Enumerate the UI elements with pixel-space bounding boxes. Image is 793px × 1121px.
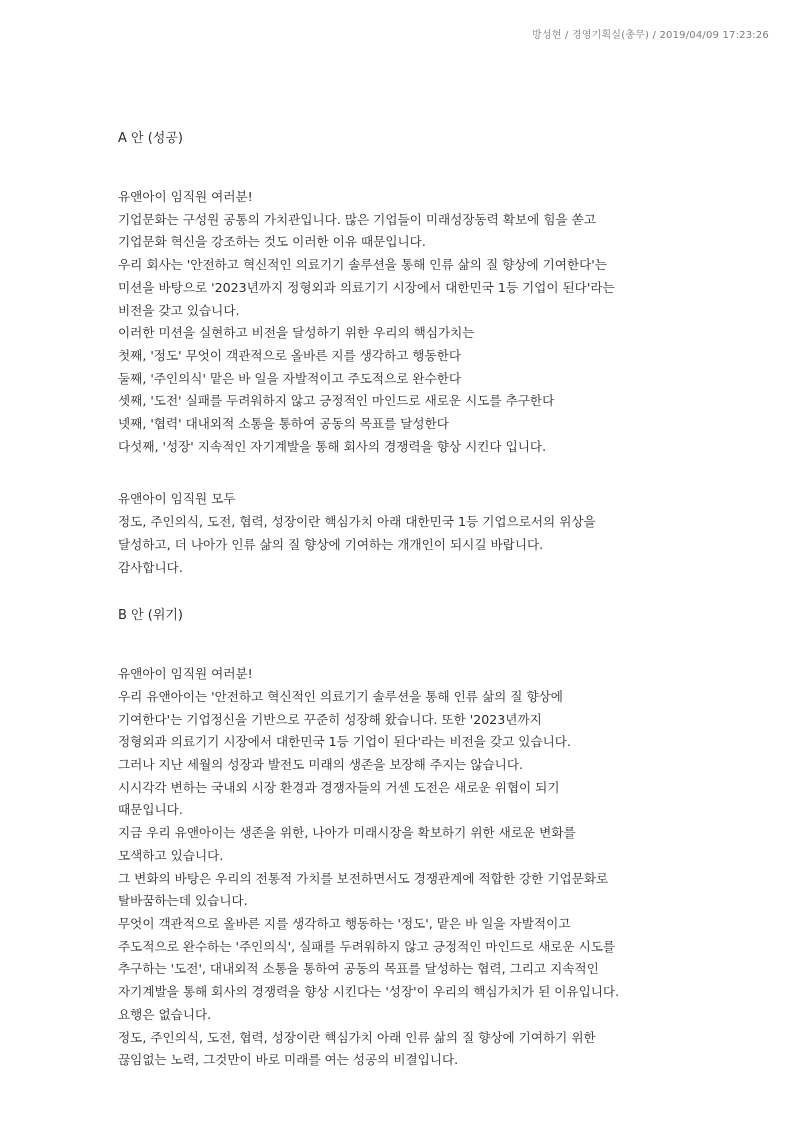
text-line: 정도, 주인의식, 도전, 협력, 성장이란 핵심가치 아래 대한민국 1등 기업으로서의 위상을 [118,514,596,530]
section-a-paragraph-2 [118,488,678,579]
text-line: 추구하는 '도전', 대내외적 소통을 통하여 공동의 목표를 달성하는 협력, 그리고 지속적인 [118,961,599,977]
text-line: 때문입니다. [118,802,183,818]
text-line: 탈바꿈하는데 있습니다. [118,893,248,909]
text-line: 유앤아이 임직원 모두 [118,491,236,507]
text-line: 미션을 바탕으로 '2023년까지 정형외과 의료기기 시장에서 대한민국 1등 기업이 된다'라는 [118,279,615,295]
text-line: 기업문화 혁신을 강조하는 것도 이러한 이유 때문입니다. [118,234,426,250]
text-line: 무엇이 객관적으로 올바른 지를 생각하고 행동하는 '정도', 맡은 바 일을 자발적이고 [118,915,571,931]
text-line: 다섯째, '성장' 지속적인 자기계발을 통해 회사의 경쟁력을 향상 시킨다 입니다. [118,438,547,454]
text-line: 우리 회사는 '안전하고 혁신적인 의료기기 솔루션을 통해 인류 삶의 질 향상에 기여한다'는 [118,257,607,273]
text-line: 넷째, '협력' 대내외적 소통을 통하여 공동의 목표를 달성한다 [118,416,449,432]
text-line: 비전을 갖고 있습니다. [118,302,240,318]
text-line: 모색하고 있습니다. [118,847,224,863]
section-b-heading: B 안 (위기) [118,608,184,624]
text-line: 유앤아이 임직원 여러분! [118,666,253,682]
text-line: 유앤아이 임직원 여러분! [118,189,253,204]
text-line: 시시각각 변하는 국내외 시장 환경과 경쟁자들의 거센 도전은 새로운 위협이 되기 [118,779,560,795]
text-line: 셋째, '도전' 실패를 두려워하지 않고 긍정적인 마인드로 새로운 시도를 추구한다 [118,393,555,409]
text-line: 이러한 미션을 실현하고 비전을 달성하기 위한 우리의 핵심가치는 [118,325,475,341]
text-line: 기여한다'는 기업정신을 기반으로 꾸준히 성장해 왔습니다. 또한 '2023년까지 [118,711,542,727]
text-line: 그 변화의 바탕은 우리의 전통적 가치를 보전하면서도 경쟁관계에 적합한 강한 기업문화로 [118,870,609,886]
text-line: 지금 우리 유앤아이는 생존을 위한, 나아가 미래시장을 확보하기 위한 새로운 변화를 [118,825,576,841]
document-body [118,128,678,1072]
text-line: 그러나 지난 세월의 성장과 발전도 미래의 생존을 보장해 주지는 않습니다. [118,757,523,773]
text-line: 주도적으로 완수하는 '주인의식', 실패를 두려워하지 않고 긍정적인 마인드로 새로운 시도를 [118,938,616,954]
text-line: 끊임없는 노력, 그것만이 바로 미래를 여는 성공의 비결입니다. [118,1052,459,1068]
text-line: 달성하고, 더 나아가 인류 삶의 질 향상에 기여하는 개개인이 되시길 바랍니다. [118,536,544,552]
section-b-paragraph-1 [118,663,678,1072]
text-line: 기업문화는 구성원 공통의 가치관입니다. 많은 기업들이 미래성장동력 확보에 힘을 쏟고 [118,211,596,227]
text-line: 둘째, '주인의식' 맡은 바 일을 자발적이고 주도적으로 완수한다 [118,370,462,386]
text-line: 자기계발을 통해 회사의 경쟁력을 향상 시킨다는 '성장'이 우리의 핵심가치가 된 이유입니다. [118,984,620,1000]
section-a-heading: A 안 (성공) [118,131,183,146]
text-line: 정형외과 의료기기 시장에서 대한민국 1등 기업이 된다'라는 비전을 갖고 있습니다. [118,734,571,750]
text-line: 우리 유앤아이는 '안전하고 혁신적인 의료기기 솔루션을 통해 인류 삶의 질 향상에 [118,688,563,704]
section-a-paragraph-1 [118,186,678,458]
text-line: 정도, 주인의식, 도전, 협력, 성장이란 핵심가치 아래 인류 삶의 질 향상에 기여하기 위한 [118,1029,596,1045]
text-line: 요행은 없습니다. [118,1006,212,1022]
text-line: 첫째, '정도' 무엇이 객관적으로 올바른 지를 생각하고 행동한다 [118,347,462,363]
document-header-meta: 방성현 / 경영기획실(총무) / 2019/04/09 17:23:26 [532,30,769,41]
text-line: 감사합니다. [118,559,183,575]
